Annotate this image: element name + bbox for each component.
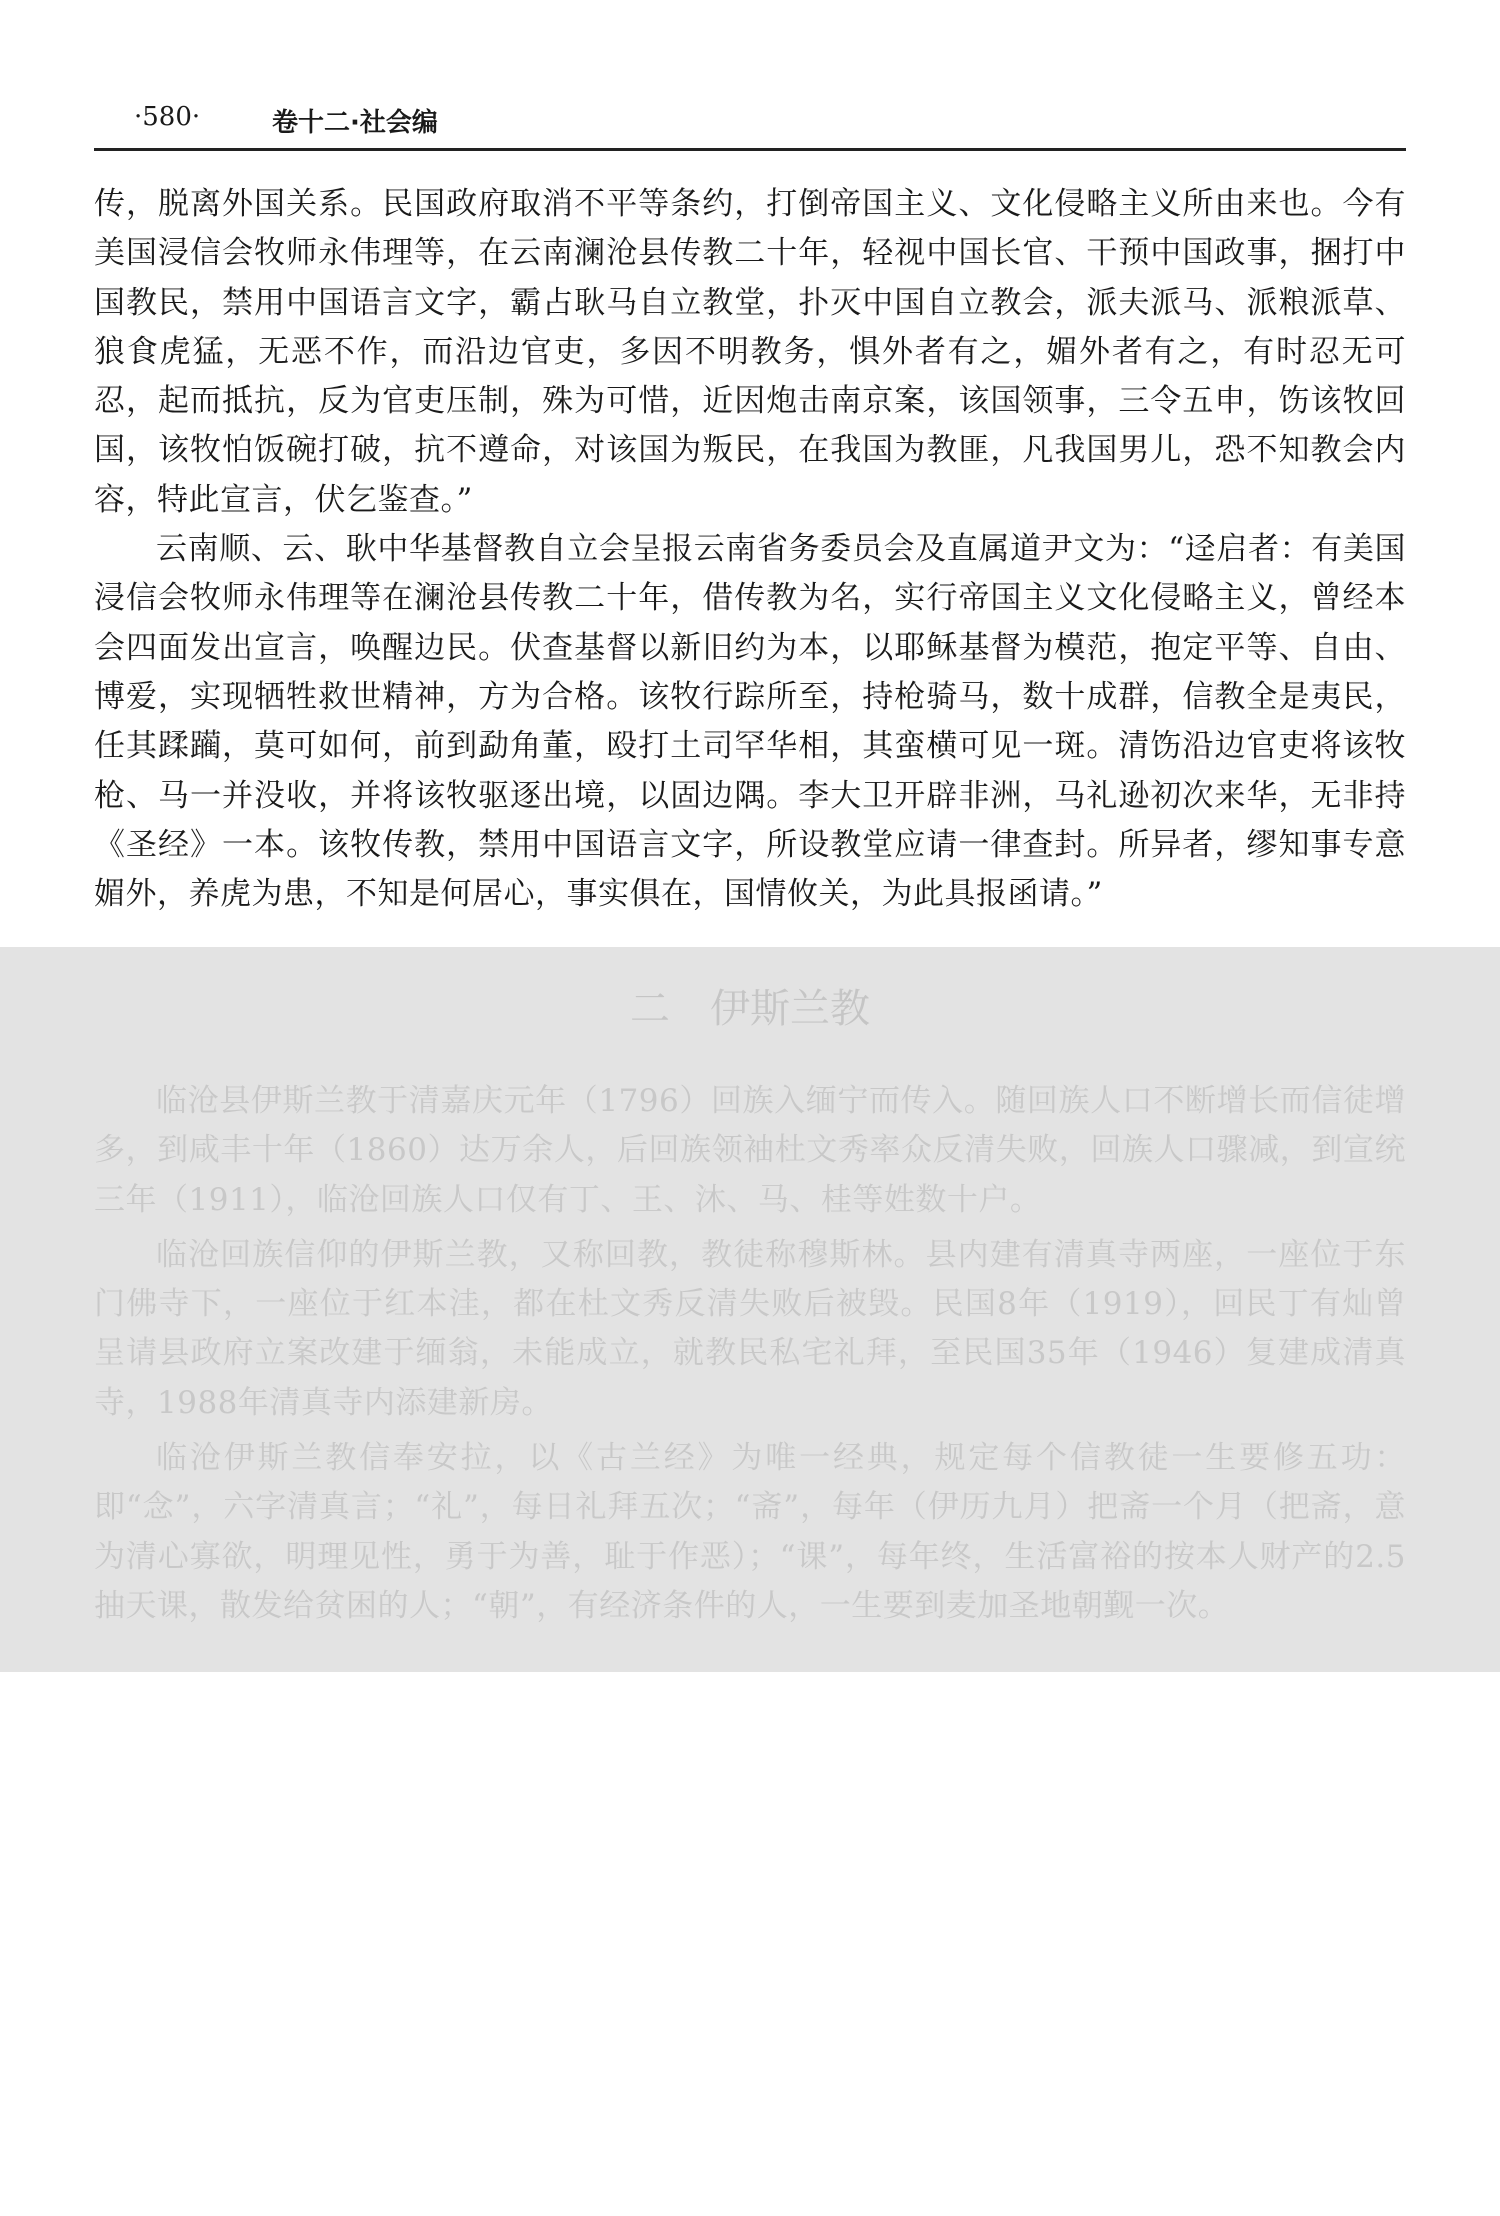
- paragraph-continued: 传，脱离外国关系。民国政府取消不平等条约，打倒帝国主义、文化侵略主义所由来也。今有美国浸信会牧师永伟理等，在云南澜沧县传教二十年，轻视中国长官、干预中国政事，捆打中国教民，禁用中国语言文字，霸占耿马自立教堂，扑灭中国自立教会，派夫派马、派粮派草、狼食虎猛，无恶不作，而沿边官吏，多因不明教务，惧外者有之，媚外者有之，有时忍无可忍，起而抵抗，反为官吏压制，殊为可惜，近因炮击南京案，该国领事，三令五申，饬该牧回国，该牧怕饭碗打破，抗不遵命，对该国为叛民，在我国为教匪，凡我国男儿，恐不知教会内容，特此宣言，伏乞鉴查。”: [94, 186, 1406, 518]
- faded-section: [0, 947, 1500, 1672]
- running-title: 卷十二·社会编: [272, 108, 438, 138]
- section-body: [94, 1077, 1406, 1637]
- section-paragraph: 临沧回族信仰的伊斯兰教，又称回教，教徒称穆斯林。县内建有清真寺两座，一座位于东门佛寺下，一座位于红本洼，都在杜文秀反清失败后被毁。民国8年（1919），回民丁有灿曾呈请县政府立案改建于缅翁，未能成立，就教民私宅礼拜，至民国35年（1946）复建成清真寺，1988年清真寺内添建新房。: [94, 1236, 1406, 1421]
- main-body: [94, 180, 1406, 919]
- page-number: ·580·: [134, 102, 201, 132]
- section-paragraph: 临沧县伊斯兰教于清嘉庆元年（1796）回族入缅宁而传入。随回族人口不断增长而信徒增多，到咸丰十年（1860）达万余人，后回族领袖杜文秀率众反清失败，回族人口骤减，到宣统三年（1911），临沧回族人口仅有丁、王、沐、马、桂等姓数十户。: [94, 1083, 1406, 1218]
- paragraph-report: 云南顺、云、耿中华基督教自立会呈报云南省务委员会及直属道尹文为：“迳启者：有美国浸信会牧师永伟理等在澜沧县传教二十年，借传教为名，实行帝国主义文化侵略主义，曾经本会四面发出宣言，唤醒边民。伏查基督以新旧约为本，以耶稣基督为模范，抱定平等、自由、博爱，实现牺牲救世精神，方为合格。该牧行踪所至，持枪骑马，数十成群，信教全是夷民，任其蹂躏，莫可如何，前到勐角董，殴打土司罕华相，其蛮横可见一斑。清饬沿边官吏将该牧枪、马一并没收，并将该牧驱逐出境，以固边隅。李大卫开辟非洲，马礼逊初次来华，无非持《圣经》一本。该牧传教，禁用中国语言文字，所设教堂应请一律查封。所异者，缪知事专意媚外，养虎为患，不知是何居心，事实俱在，国情攸关，为此具报函请。”: [94, 531, 1406, 913]
- section-paragraph: 临沧伊斯兰教信奉安拉，以《古兰经》为唯一经典，规定每个信教徒一生要修五功：即“念”，六字清真言；“礼”，每日礼拜五次；“斋”，每年（伊历九月）把斋一个月（把斋，意为清心寡欲，明理见性，勇于为善，耻于作恶）；“课”，每年终，生活富裕的按本人财产的2.5抽天课，散发给贫困的人；“朝”，有经济条件的人，一生要到麦加圣地朝觐一次。: [94, 1440, 1406, 1624]
- page-header: [94, 100, 1406, 151]
- section-heading: 二 伊斯兰教: [630, 986, 870, 1032]
